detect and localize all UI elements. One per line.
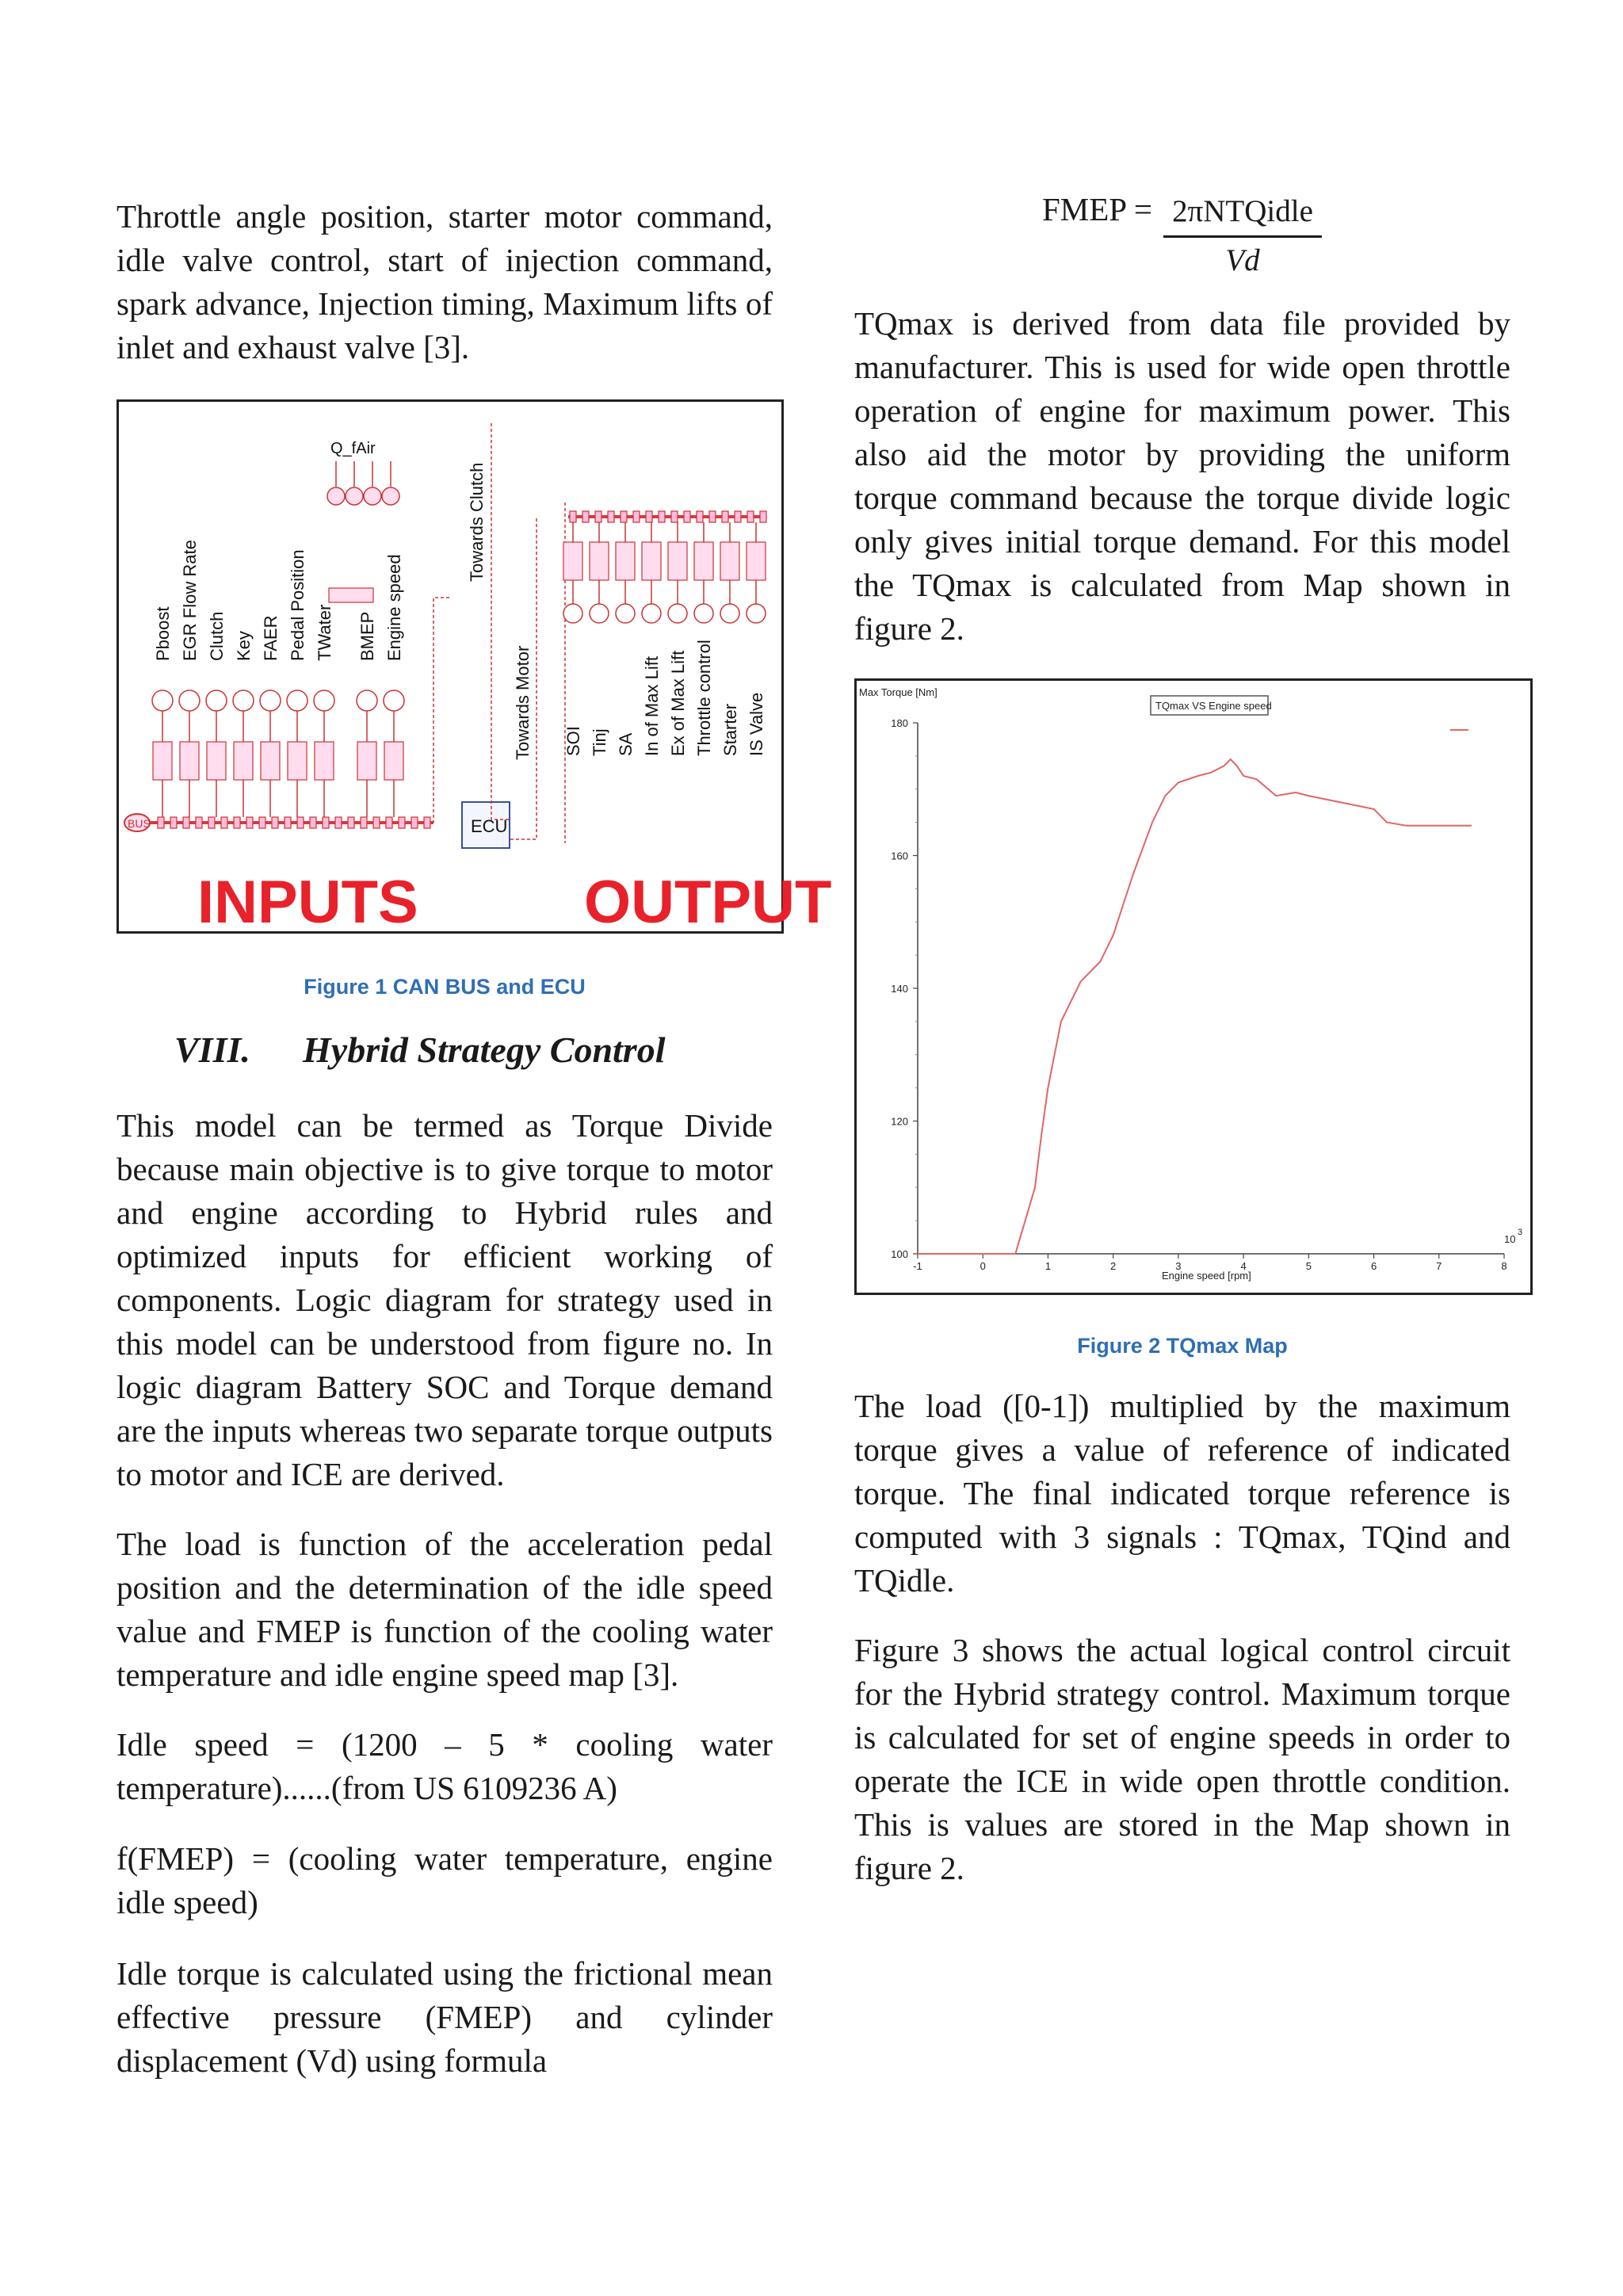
output-bus-connector <box>671 511 678 522</box>
output-bus-connector <box>697 511 703 522</box>
input-node-icon <box>179 690 200 711</box>
output-node-icon <box>563 604 582 623</box>
x-multiplier: 10 <box>1504 1233 1516 1245</box>
bus-connector <box>310 817 316 828</box>
output-bus-connector <box>747 511 754 522</box>
input-signal-label: BMEP <box>357 611 377 661</box>
input-node-icon <box>314 690 334 711</box>
chart-frame <box>856 680 1532 1294</box>
output-node-icon <box>590 604 609 623</box>
bus-connector <box>196 817 202 828</box>
figure-2 <box>854 678 1533 1295</box>
bus-connector <box>361 817 367 828</box>
output-bus-connector <box>722 511 728 522</box>
paragraph-load: The load is function of the acceleration pedal position and the determination of the idle speed value and FMEP is function of the cooling water temperature and idle engine speed map [3]. <box>116 1526 773 1693</box>
bus-connector <box>208 817 215 828</box>
output-block <box>563 542 582 580</box>
output-node-icon <box>668 604 687 623</box>
output-signal-label: SOI <box>563 726 583 756</box>
q-fair-node-icon <box>346 487 363 505</box>
figure-1-caption: Figure 1 CAN BUS and ECU <box>304 975 586 999</box>
x-tick-label: 3 <box>1175 1260 1182 1272</box>
output-node-icon <box>642 604 661 623</box>
input-node-icon <box>152 690 173 711</box>
bus-connector <box>246 817 253 828</box>
output-signal-label: SA <box>616 732 636 756</box>
fmep-numerator: 2πNTQidle <box>1172 194 1313 228</box>
paragraph-figure-3: Figure 3 shows the actual logical control circuit for the Hybrid strategy control. Maximum torque is calculated for set of engine speeds in order to operate the ICE in wide open throttle condition. This is values are stored in the Map shown in figure 2. <box>854 1632 1510 1886</box>
q-fair-label: Q_fAir <box>330 440 376 457</box>
figure-2-caption: Figure 2 TQmax Map <box>1077 1334 1288 1358</box>
input-node-icon <box>260 690 281 711</box>
input-signal-label: Clutch <box>207 611 227 661</box>
ecu-label: ECU <box>471 816 508 836</box>
output-bus-connector <box>608 511 614 522</box>
chart-ylabel: Max Torque [Nm] <box>859 686 938 698</box>
input-signal-label: Engine speed <box>384 554 404 661</box>
bus-connector <box>399 817 405 828</box>
section-number: VIII. <box>174 1030 250 1070</box>
bus-connector <box>259 817 265 828</box>
input-block <box>207 742 226 780</box>
x-tick-label: 0 <box>980 1260 986 1272</box>
x-tick-label: 1 <box>1044 1260 1052 1272</box>
output-bus-connector <box>582 511 589 522</box>
output-bus-connector <box>709 511 716 522</box>
input-signal-label: Key <box>234 631 254 661</box>
bus-connector <box>158 817 164 828</box>
output-node-icon <box>694 604 713 623</box>
input-signal-label: Pedal Position <box>288 549 307 661</box>
output-block <box>616 542 635 580</box>
bus-connector <box>234 817 240 828</box>
input-signal-label: Pboost <box>153 606 173 661</box>
y-tick-label: 180 <box>891 717 908 729</box>
y-tick-label: 100 <box>891 1248 908 1260</box>
input-node-icon <box>357 690 377 711</box>
output-bus-connector <box>735 511 741 522</box>
y-tick-label: 160 <box>891 850 908 862</box>
bus-connector <box>373 817 380 828</box>
input-block <box>261 742 280 780</box>
bus-connector <box>335 817 342 828</box>
section-heading <box>174 1029 665 1071</box>
bus-label: BUS <box>128 817 151 830</box>
section-title: Hybrid Strategy Control <box>303 1030 666 1070</box>
bus-connector <box>221 817 227 828</box>
input-block <box>315 742 334 780</box>
output-block <box>590 542 609 580</box>
bus-connector <box>272 817 278 828</box>
bus-connector <box>183 817 189 828</box>
paragraph-load-reference: The load ([0-1]) multiplied by the maximum torque gives a value of reference of indicated torque. The final indicated torque reference is computed with 3 signals : TQmax, TQind and TQidle. <box>854 1388 1510 1599</box>
paragraph-fmep: f(FMEP) = (cooling water temperature, engine idle speed) <box>116 1840 773 1920</box>
figure-1 <box>116 399 832 936</box>
output-signal-label: Ex of Max Lift <box>668 650 688 756</box>
paragraph-idle-torque: Idle torque is calculated using the frictional mean effective pressure (FMEP) and cylinder displacement (Vd) using formula <box>116 1955 773 2079</box>
q-fair-node-icon <box>327 487 345 505</box>
input-block <box>153 742 172 780</box>
bus-connector <box>323 817 329 828</box>
q-fair-node-icon <box>382 487 399 505</box>
input-signal-label: TWater <box>315 604 334 661</box>
y-tick-label: 140 <box>891 983 908 995</box>
chart-title: TQmax VS Engine speed <box>1155 700 1272 712</box>
x-tick-label: 5 <box>1305 1260 1312 1272</box>
towards-motor-label: Towards Motor <box>513 645 533 760</box>
x-tick-label: 4 <box>1240 1260 1247 1272</box>
bus-connector <box>424 817 430 828</box>
bus-connector <box>297 817 304 828</box>
paragraph-tqmax: TQmax is derived from data file provided by manufacturer. This is used for wide open throttle operation of engine for maximum power. This also aid the motor by providing the uniform torque command because the torque divide logic only gives initial torque demand. For this model the TQmax is calculated from Map shown in figure 2. <box>854 305 1510 647</box>
fmep-denominator: Vd <box>1225 243 1260 277</box>
output-node-icon <box>747 604 766 623</box>
input-node-icon <box>384 690 404 711</box>
input-node-icon <box>233 690 254 711</box>
output-block <box>694 542 713 580</box>
bus-connector <box>386 817 392 828</box>
input-block <box>384 742 403 780</box>
input-block <box>288 742 307 780</box>
output-bus-connector <box>595 511 601 522</box>
output-bus-connector <box>570 511 576 522</box>
input-signal-label: FAER <box>261 615 281 661</box>
input-node-icon <box>206 690 227 711</box>
y-tick-label: 120 <box>891 1115 908 1128</box>
output-signal-label: Throttle control <box>694 640 714 756</box>
output-bus-connector <box>646 511 652 522</box>
bus-connector <box>411 817 418 828</box>
x-multiplier-exponent: 3 <box>1518 1228 1523 1237</box>
output-node-icon <box>720 604 739 623</box>
output-bus-connector <box>621 511 627 522</box>
input-block <box>234 742 253 780</box>
can-bus-ecu-diagram <box>116 399 832 936</box>
x-tick-label: 8 <box>1501 1260 1507 1272</box>
output-signal-label: In of Max Lift <box>642 656 662 756</box>
fmep-formula-fraction <box>1163 193 1322 278</box>
output-bus-connector <box>760 511 766 522</box>
bus-connector <box>285 817 291 828</box>
output-signal-label: IS Valve <box>747 692 766 756</box>
output-signal-label: Tinj <box>590 728 609 756</box>
input-signal-label: EGR Flow Rate <box>180 540 200 661</box>
fmep-formula-lhs: FMEP = <box>1042 191 1152 227</box>
output-block <box>668 542 687 580</box>
output-signal-label: Starter <box>720 703 740 756</box>
output-block <box>747 542 766 580</box>
x-tick-label: 6 <box>1370 1260 1377 1272</box>
q-fair-mux <box>329 588 373 602</box>
output-block <box>720 542 739 580</box>
x-tick-label: 7 <box>1436 1260 1442 1272</box>
tqmax-chart <box>854 678 1533 1295</box>
output-label: OUTPUT <box>584 869 832 936</box>
fraction-bar <box>1163 235 1322 238</box>
output-bus-connector <box>659 511 665 522</box>
bus-connector <box>170 817 177 828</box>
inputs-label: INPUTS <box>197 869 418 936</box>
output-bus-connector <box>633 511 640 522</box>
towards-clutch-label: Towards Clutch <box>467 462 487 582</box>
x-tick-label: 2 <box>1110 1260 1117 1272</box>
x-tick-label: -1 <box>913 1260 922 1272</box>
output-block <box>642 542 661 580</box>
q-fair-node-icon <box>364 487 381 505</box>
paragraph-intro: Throttle angle position, starter motor command, idle valve control, start of injection command, spark advance, Injection timing, Maximum lifts of inlet and exhaust valve [3]. <box>116 198 773 365</box>
bus-connector <box>348 817 354 828</box>
input-block <box>357 742 376 780</box>
input-node-icon <box>287 690 307 711</box>
paragraph-idle-speed: Idle speed = (1200 – 5 * cooling water temperature)......(from US 6109236 A) <box>116 1726 773 1806</box>
output-node-icon <box>616 604 635 623</box>
chart-xlabel: Engine speed [rpm] <box>1162 1270 1251 1282</box>
output-bus-connector <box>684 511 690 522</box>
input-block <box>180 742 199 780</box>
paragraph-torque-divide: This model can be termed as Torque Divide because main objective is to give torque to motor and engine according to Hybrid rules and optimized inputs for efficient working of components. Logic diagram for strategy used in this model can be understood from figure no. In logic diagram Battery SOC and Torque demand are the inputs whereas two separate torque outputs to motor and ICE are derived. <box>116 1107 773 1492</box>
